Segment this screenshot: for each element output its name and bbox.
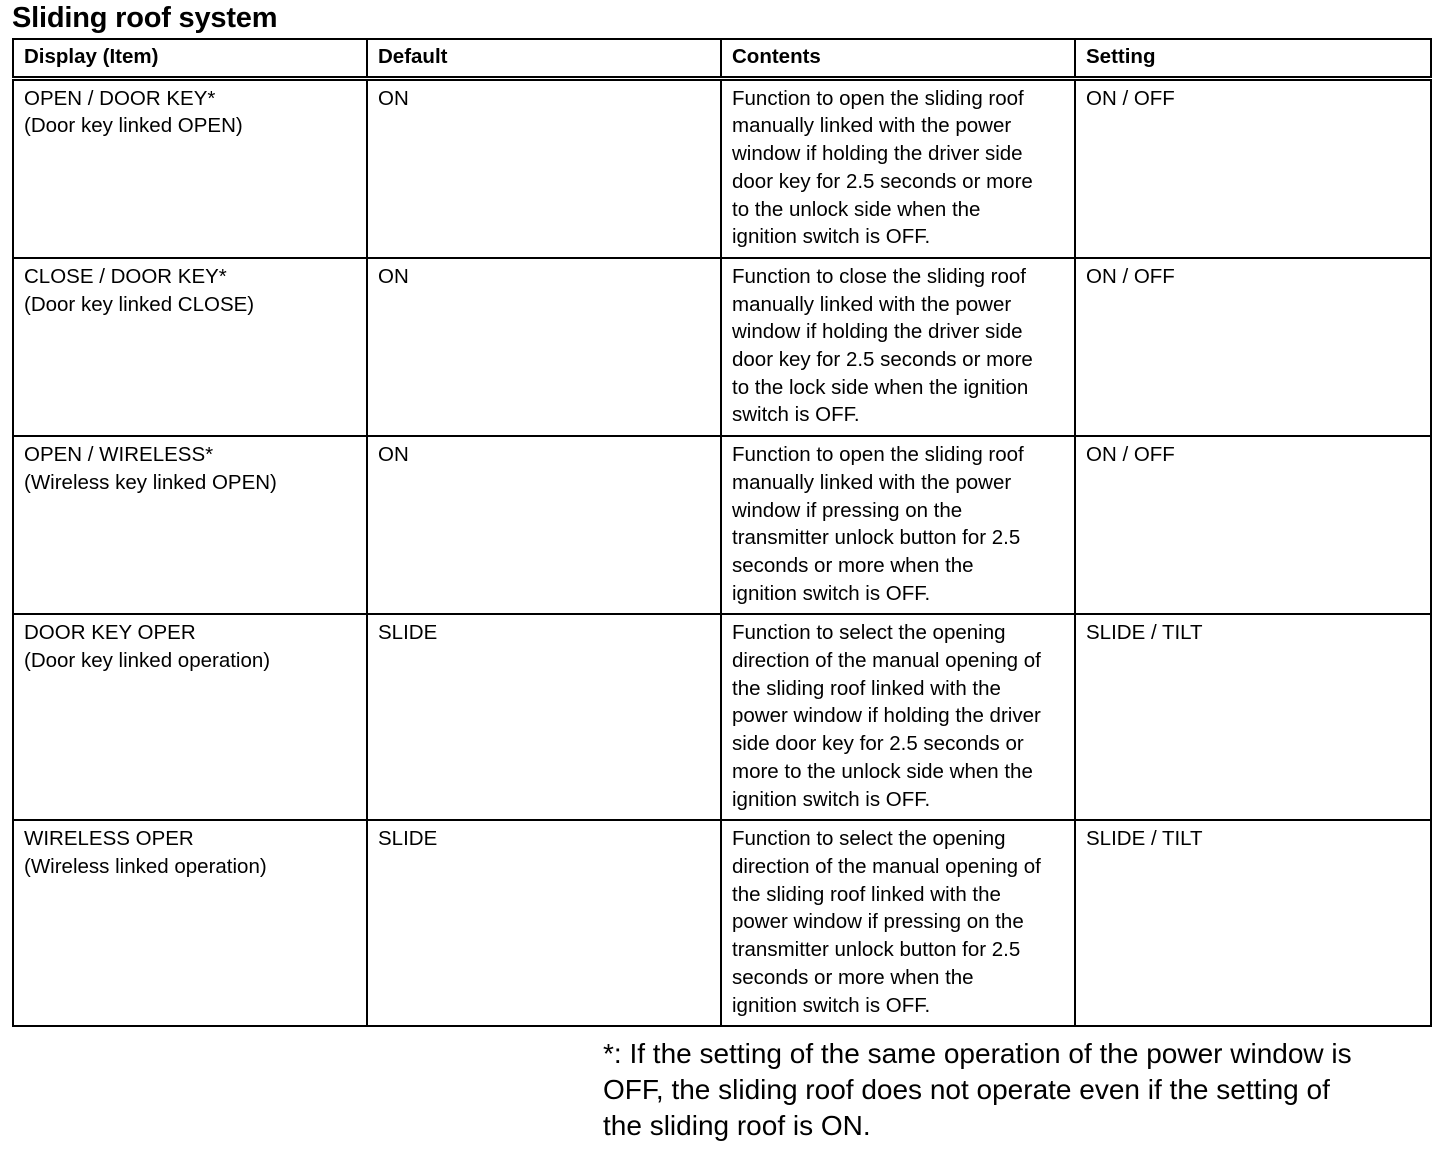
cell-contents-line: to the unlock side when the	[732, 197, 981, 221]
cell-display-item-line: (Wireless key linked OPEN)	[24, 470, 277, 494]
cell-contents-line: the sliding roof linked with the	[732, 676, 1001, 700]
cell-setting	[1075, 436, 1431, 614]
cell-contents-line: Function to close the sliding roof	[732, 264, 1026, 288]
cell-display-item-line: (Door key linked operation)	[24, 649, 271, 673]
cell-display-item-line: OPEN / WIRELESS*	[24, 443, 214, 467]
cell-contents	[721, 614, 1075, 820]
cell-display-item-line: (Door key linked OPEN)	[24, 114, 243, 138]
cell-setting-line: ON / OFF	[1086, 86, 1175, 110]
cell-default	[367, 436, 721, 614]
header-setting: Setting	[1075, 39, 1431, 78]
cell-default-line: ON	[378, 443, 409, 467]
cell-contents-line: direction of the manual opening of	[732, 854, 1041, 878]
footnote	[603, 1036, 1443, 1144]
cell-display-item	[13, 820, 367, 1026]
cell-default-line: ON	[378, 264, 409, 288]
cell-contents-line: window if holding the driver side	[732, 320, 1023, 344]
cell-contents-line: manually linked with the power	[732, 114, 1012, 138]
cell-contents-line: transmitter unlock button for 2.5	[732, 526, 1021, 550]
cell-display-item	[13, 614, 367, 820]
cell-default-line: SLIDE	[378, 621, 438, 645]
cell-display-item	[13, 258, 367, 436]
cell-contents-line: seconds or more when the	[732, 553, 974, 577]
cell-display-item-line: WIRELESS OPER	[24, 827, 194, 851]
cell-contents-line: door key for 2.5 seconds or more	[732, 348, 1033, 372]
cell-default-line: ON	[378, 86, 409, 110]
cell-setting	[1075, 258, 1431, 436]
cell-setting	[1075, 820, 1431, 1026]
cell-contents-line: window if pressing on the	[732, 498, 963, 522]
cell-contents-line: power window if holding the driver	[732, 704, 1041, 728]
cell-setting	[1075, 78, 1431, 258]
cell-contents-line: direction of the manual opening of	[732, 649, 1041, 673]
cell-contents-line: ignition switch is OFF.	[732, 225, 931, 249]
cell-display-item-line: (Wireless linked operation)	[24, 854, 267, 878]
cell-contents-line: ignition switch is OFF.	[732, 787, 931, 811]
cell-contents	[721, 258, 1075, 436]
cell-display-item-line: (Door key linked CLOSE)	[24, 292, 255, 316]
cell-contents-line: power window if pressing on the	[732, 910, 1024, 934]
cell-contents-line: more to the unlock side when the	[732, 759, 1033, 783]
cell-default	[367, 78, 721, 258]
cell-contents-line: manually linked with the power	[732, 292, 1012, 316]
header-contents: Contents	[721, 39, 1075, 78]
table-header-row	[13, 39, 1431, 78]
cell-contents-line: ignition switch is OFF.	[732, 993, 931, 1017]
cell-contents-line: Function to open the sliding roof	[732, 443, 1024, 467]
footnote-line: OFF, the sliding roof does not operate even if the setting of	[603, 1074, 1330, 1105]
cell-display-item	[13, 78, 367, 258]
table-row	[13, 820, 1431, 1026]
settings-table	[12, 38, 1432, 1027]
cell-display-item	[13, 436, 367, 614]
cell-display-item-line: DOOR KEY OPER	[24, 621, 196, 645]
cell-contents-line: window if holding the driver side	[732, 142, 1023, 166]
page-title: Sliding roof system	[12, 2, 278, 34]
table-row	[13, 78, 1431, 258]
cell-contents-line: side door key for 2.5 seconds or	[732, 732, 1024, 756]
cell-contents-line: ignition switch is OFF.	[732, 581, 931, 605]
cell-setting	[1075, 614, 1431, 820]
cell-contents-line: Function to open the sliding roof	[732, 86, 1024, 110]
header-display-item: Display (Item)	[13, 39, 367, 78]
cell-contents	[721, 820, 1075, 1026]
cell-contents	[721, 78, 1075, 258]
cell-contents-line: to the lock side when the ignition	[732, 375, 1029, 399]
cell-contents-line: seconds or more when the	[732, 965, 974, 989]
cell-contents-line: transmitter unlock button for 2.5	[732, 938, 1021, 962]
cell-setting-line: SLIDE / TILT	[1086, 621, 1203, 645]
footnote-line: the sliding roof is ON.	[603, 1110, 871, 1141]
cell-contents-line: the sliding roof linked with the	[732, 882, 1001, 906]
cell-default	[367, 258, 721, 436]
cell-setting-line: ON / OFF	[1086, 264, 1175, 288]
cell-default	[367, 614, 721, 820]
table-row	[13, 614, 1431, 820]
cell-contents-line: Function to select the opening	[732, 827, 1006, 851]
header-default: Default	[367, 39, 721, 78]
cell-display-item-line: CLOSE / DOOR KEY*	[24, 264, 227, 288]
cell-default	[367, 820, 721, 1026]
cell-contents	[721, 436, 1075, 614]
cell-default-line: SLIDE	[378, 827, 438, 851]
footnote-line: *: If the setting of the same operation of the power window is	[603, 1038, 1352, 1069]
cell-setting-line: SLIDE / TILT	[1086, 827, 1203, 851]
cell-contents-line: door key for 2.5 seconds or more	[732, 169, 1033, 193]
table-row	[13, 258, 1431, 436]
cell-contents-line: switch is OFF.	[732, 403, 860, 427]
cell-setting-line: ON / OFF	[1086, 443, 1175, 467]
cell-display-item-line: OPEN / DOOR KEY*	[24, 86, 216, 110]
table-row	[13, 436, 1431, 614]
cell-contents-line: manually linked with the power	[732, 470, 1012, 494]
cell-contents-line: Function to select the opening	[732, 621, 1006, 645]
